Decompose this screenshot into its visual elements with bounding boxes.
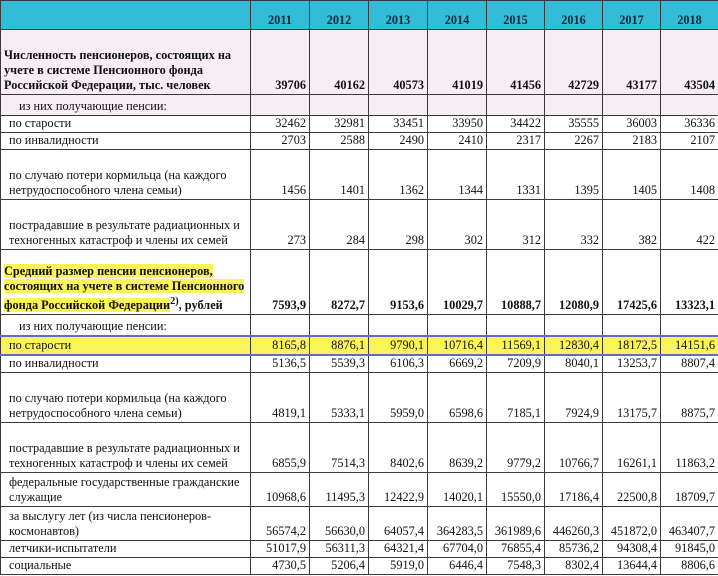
table-cell: 312 [487, 200, 545, 250]
table-row-highlighted [1, 336, 718, 355]
table-cell: 14020,1 [428, 472, 487, 506]
table-cell: 43177 [603, 30, 661, 95]
table-cell: 13253,7 [603, 355, 661, 373]
table-row [1, 422, 718, 472]
table-cell: 6855,9 [251, 422, 310, 472]
table-cell [369, 95, 428, 116]
table-cell: 1395 [545, 150, 603, 200]
year-header: 2016 [545, 1, 603, 30]
table-cell: 5333,1 [310, 372, 369, 422]
row-label: из них получающие пенсии: [1, 95, 251, 116]
table-cell [661, 95, 718, 116]
table-cell: 8402,6 [369, 422, 428, 472]
table-cell: 332 [545, 200, 603, 250]
row-label-highlight: Средний размер пенсии пенсионеров, состоящих на учете в системе Пенсионного фонда Российской Федерации [4, 263, 245, 312]
table-cell: 1331 [487, 150, 545, 200]
table-cell: 2317 [487, 133, 545, 150]
table-cell: 42729 [545, 30, 603, 95]
table-cell: 8807,4 [661, 355, 718, 373]
table-cell: 9779,2 [487, 422, 545, 472]
table-cell: 64057,4 [369, 506, 428, 540]
table-cell [603, 95, 661, 116]
table-cell: 2588 [310, 133, 369, 150]
table-cell: 32981 [310, 116, 369, 133]
table-cell: 36336 [661, 116, 718, 133]
row-label: по старости [1, 116, 251, 133]
table-cell: 39706 [251, 30, 310, 95]
table-cell: 7209,9 [487, 355, 545, 373]
table-cell [310, 315, 369, 336]
table-cell: 422 [661, 200, 718, 250]
table-row [1, 200, 718, 250]
table-cell: 1344 [428, 150, 487, 200]
table-cell: 7185,1 [487, 372, 545, 422]
table-cell: 10968,6 [251, 472, 310, 506]
table-cell: 4730,5 [251, 557, 310, 574]
table-cell: 463407,7 [661, 506, 718, 540]
table-cell: 8806,6 [661, 557, 718, 574]
table-cell: 1405 [603, 150, 661, 200]
footnote-mark: 2) [170, 295, 179, 307]
table-cell [428, 95, 487, 116]
table-cell: 273 [251, 200, 310, 250]
table-cell: 18709,7 [661, 472, 718, 506]
table-cell [487, 315, 545, 336]
table-cell [487, 95, 545, 116]
table-cell: 40573 [369, 30, 428, 95]
table-cell: 302 [428, 200, 487, 250]
table-cell: 2703 [251, 133, 310, 150]
table-cell: 11495,3 [310, 472, 369, 506]
table-cell: 298 [369, 200, 428, 250]
table-row-average-pension [1, 250, 718, 315]
table-cell [545, 315, 603, 336]
row-label: по старости [1, 336, 251, 355]
table-cell: 67704,0 [428, 540, 487, 557]
table-cell: 12080,9 [545, 250, 603, 315]
table-cell: 7924,9 [545, 372, 603, 422]
row-label: по инвалидности [1, 133, 251, 150]
row-label: летчики-испытатели [1, 540, 251, 557]
table-cell: 41456 [487, 30, 545, 95]
table-cell [428, 315, 487, 336]
row-label: по инвалидности [1, 355, 251, 373]
table-cell: 34422 [487, 116, 545, 133]
table-cell: 91845,0 [661, 540, 718, 557]
table-cell: 13175,7 [603, 372, 661, 422]
year-header: 2014 [428, 1, 487, 30]
year-header: 2012 [310, 1, 369, 30]
table-cell: 382 [603, 200, 661, 250]
table-cell: 64321,4 [369, 540, 428, 557]
year-header-row [1, 1, 718, 30]
table-cell: 10716,4 [428, 336, 487, 355]
table-cell: 6669,2 [428, 355, 487, 373]
table-cell: 12830,4 [545, 336, 603, 355]
table-cell: 9153,6 [369, 250, 428, 315]
table-cell: 8040,1 [545, 355, 603, 373]
year-header: 2018 [661, 1, 718, 30]
table-cell: 9790,1 [369, 336, 428, 355]
table-cell: 364283,5 [428, 506, 487, 540]
table-row [1, 355, 718, 373]
row-label: пострадавшие в результате радиационных и техногенных катастроф и члены их семей [1, 422, 251, 472]
table-cell: 22500,8 [603, 472, 661, 506]
table-cell: 8272,7 [310, 250, 369, 315]
row-label: за выслугу лет (из числа пенсионеров-космонавтов) [1, 506, 251, 540]
table-cell: 2490 [369, 133, 428, 150]
table-cell [251, 315, 310, 336]
table-cell: 8876,1 [310, 336, 369, 355]
table-row [1, 150, 718, 200]
table-cell: 17425,6 [603, 250, 661, 315]
table-cell: 32462 [251, 116, 310, 133]
table-row [1, 472, 718, 506]
table-cell: 451872,0 [603, 506, 661, 540]
table-cell: 56311,3 [310, 540, 369, 557]
table-cell: 5539,3 [310, 355, 369, 373]
row-label-suffix: , рублей [178, 298, 223, 312]
table-cell: 6446,4 [428, 557, 487, 574]
table-cell: 51017,9 [251, 540, 310, 557]
table-row-subheader [1, 95, 718, 116]
table-cell: 36003 [603, 116, 661, 133]
header-corner-cell [1, 1, 251, 30]
row-label [1, 250, 251, 315]
table-cell: 2183 [603, 133, 661, 150]
table-cell: 76855,4 [487, 540, 545, 557]
table-cell: 33950 [428, 116, 487, 133]
table-cell [661, 315, 718, 336]
table-cell: 7514,3 [310, 422, 369, 472]
table-cell: 56630,0 [310, 506, 369, 540]
table-row [1, 133, 718, 150]
table-cell: 16261,1 [603, 422, 661, 472]
table-cell: 8639,2 [428, 422, 487, 472]
table-cell: 13323,1 [661, 250, 718, 315]
table-cell [603, 315, 661, 336]
table-cell: 6598,6 [428, 372, 487, 422]
year-header: 2011 [251, 1, 310, 30]
table-row-pensioners-count [1, 30, 718, 95]
table-cell: 40162 [310, 30, 369, 95]
table-row [1, 540, 718, 557]
table-cell: 41019 [428, 30, 487, 95]
table-cell [310, 95, 369, 116]
table-cell: 12422,9 [369, 472, 428, 506]
row-label: из них получающие пенсии: [1, 315, 251, 336]
row-label: по случаю потери кормильца (на каждого нетрудоспособного члена семьи) [1, 150, 251, 200]
row-label: Численность пенсионеров, состоящих на учете в системе Пенсионного фонда Российской Федерации, тыс. человек [1, 30, 251, 95]
table-cell: 361989,6 [487, 506, 545, 540]
table-cell: 8165,8 [251, 336, 310, 355]
table-cell: 8875,7 [661, 372, 718, 422]
row-label: пострадавшие в результате радиационных и техногенных катастроф и члены их семей [1, 200, 251, 250]
table-cell: 284 [310, 200, 369, 250]
table-cell: 446260,3 [545, 506, 603, 540]
row-label: федеральные государственные гражданские служащие [1, 472, 251, 506]
table-row [1, 506, 718, 540]
year-header: 2013 [369, 1, 428, 30]
table-cell: 10029,7 [428, 250, 487, 315]
table-cell: 4819,1 [251, 372, 310, 422]
table-cell: 5136,5 [251, 355, 310, 373]
table-cell: 8302,4 [545, 557, 603, 574]
table-cell: 7593,9 [251, 250, 310, 315]
table-cell: 5959,0 [369, 372, 428, 422]
table-cell: 2267 [545, 133, 603, 150]
table-cell [369, 315, 428, 336]
row-label: социальные [1, 557, 251, 574]
table-cell [545, 95, 603, 116]
table-row [1, 116, 718, 133]
table-cell: 13644,4 [603, 557, 661, 574]
table-cell [251, 95, 310, 116]
table-cell: 43504 [661, 30, 718, 95]
table-cell: 2107 [661, 133, 718, 150]
table-cell: 10766,7 [545, 422, 603, 472]
table-cell: 11569,1 [487, 336, 545, 355]
table-cell: 5919,0 [369, 557, 428, 574]
table-cell: 6106,3 [369, 355, 428, 373]
table-cell: 1408 [661, 150, 718, 200]
table-cell: 18172,5 [603, 336, 661, 355]
table-cell: 7548,3 [487, 557, 545, 574]
year-header: 2015 [487, 1, 545, 30]
row-label: по случаю потери кормильца (на каждого нетрудоспособного члена семьи) [1, 372, 251, 422]
table-cell: 1456 [251, 150, 310, 200]
table-cell: 17186,4 [545, 472, 603, 506]
table-row [1, 557, 718, 574]
table-row-subheader [1, 315, 718, 336]
table-cell: 1362 [369, 150, 428, 200]
table-cell: 14151,6 [661, 336, 718, 355]
table-row [1, 372, 718, 422]
table-cell: 94308,4 [603, 540, 661, 557]
year-header: 2017 [603, 1, 661, 30]
table-cell: 35555 [545, 116, 603, 133]
table-cell: 11863,2 [661, 422, 718, 472]
table-cell: 2410 [428, 133, 487, 150]
table-cell: 10888,7 [487, 250, 545, 315]
table-cell: 1401 [310, 150, 369, 200]
table-cell: 5206,4 [310, 557, 369, 574]
table-cell: 15550,0 [487, 472, 545, 506]
table-cell: 56574,2 [251, 506, 310, 540]
table-cell: 85736,2 [545, 540, 603, 557]
table-cell: 33451 [369, 116, 428, 133]
